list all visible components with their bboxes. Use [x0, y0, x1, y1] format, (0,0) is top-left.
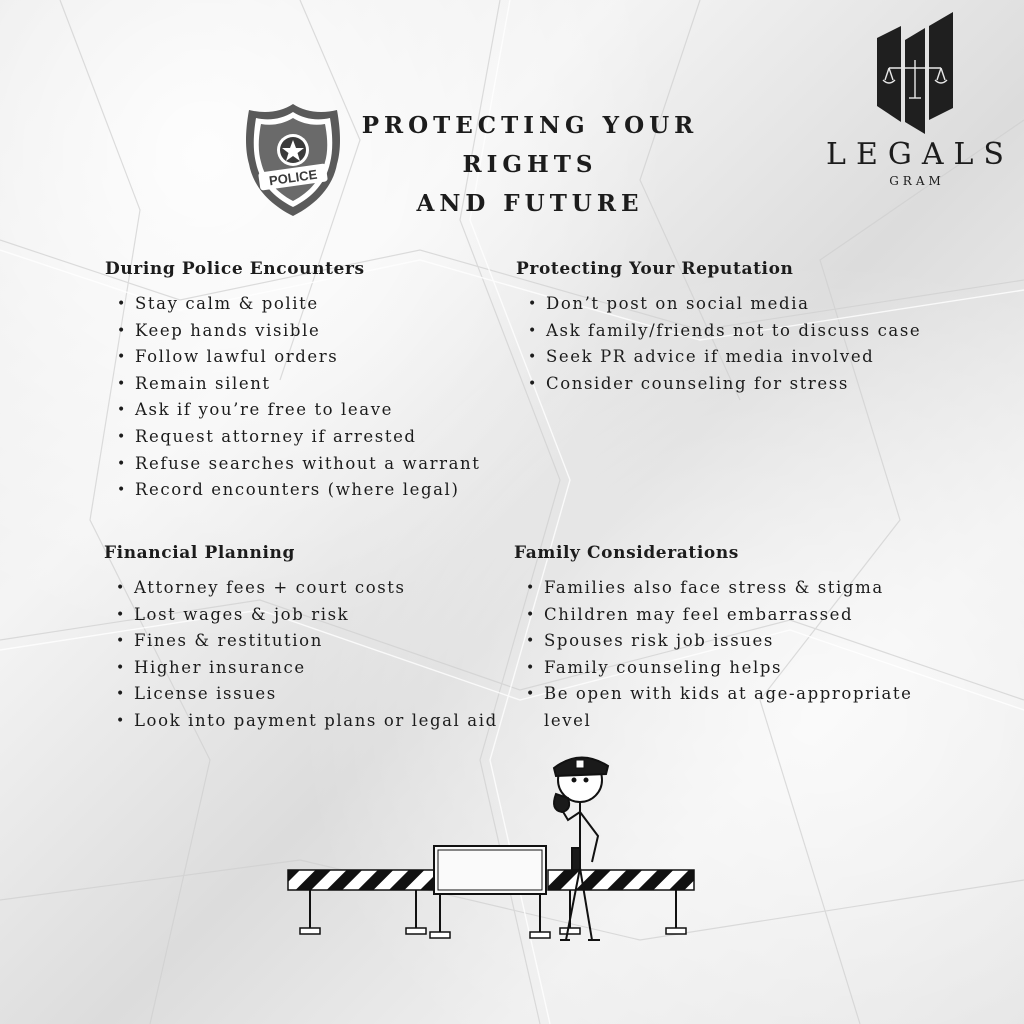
- list-item: • Spouses risk job issues: [514, 628, 914, 655]
- bullet-list: [105, 291, 481, 504]
- list-item: • Remain silent: [105, 371, 481, 398]
- list-item: • Stay calm & polite: [105, 291, 481, 318]
- list-item: • Keep hands visible: [105, 318, 481, 345]
- police-officer-barricade-illustration: [280, 750, 710, 950]
- list-item: • Ask if you’re free to leave: [105, 397, 481, 424]
- title-line-1: PROTECTING YOUR: [361, 112, 699, 139]
- list-item: • Higher insurance: [104, 655, 498, 682]
- list-item: • Lost wages & job risk: [104, 602, 498, 629]
- title-line-3: AND FUTURE: [416, 190, 644, 217]
- brand-name: LEGALS: [826, 137, 1014, 172]
- section-police-encounters: [105, 259, 481, 504]
- list-item: • Ask family/friends not to discuss case: [516, 318, 921, 345]
- list-item: • Request attorney if arrested: [105, 424, 481, 451]
- brand-subtitle: GRAM: [889, 174, 945, 188]
- list-item: • Families also face stress & stigma: [514, 575, 914, 602]
- title-line-2: RIGHTS: [462, 151, 598, 178]
- section-family-considerations: [514, 543, 914, 735]
- section-heading: Financial Planning: [104, 543, 295, 563]
- bullet-list: [514, 575, 914, 735]
- list-item: • Refuse searches without a warrant: [105, 451, 481, 478]
- section-heading: Family Considerations: [514, 543, 739, 563]
- list-item: • Attorney fees + court costs: [104, 575, 498, 602]
- police-badge-icon: [243, 102, 343, 218]
- list-item: • License issues: [104, 681, 498, 708]
- list-item: • Don’t post on social media: [516, 291, 921, 318]
- section-protecting-reputation: [516, 259, 921, 397]
- list-item: • Be open with kids at age-appropriate level: [514, 681, 914, 734]
- list-item: • Follow lawful orders: [105, 344, 481, 371]
- page-title: [340, 106, 720, 223]
- list-item: • Record encounters (where legal): [105, 477, 481, 504]
- bullet-list: [516, 291, 921, 397]
- badge-text: POLICE: [268, 166, 319, 189]
- section-financial-planning: [104, 543, 498, 735]
- list-item: • Fines & restitution: [104, 628, 498, 655]
- bullet-list: [104, 575, 498, 735]
- list-item: • Look into payment plans or legal aid: [104, 708, 498, 735]
- brand-logo: [815, 10, 1015, 200]
- section-heading: During Police Encounters: [105, 259, 365, 279]
- list-item: • Family counseling helps: [514, 655, 914, 682]
- list-item: • Consider counseling for stress: [516, 371, 921, 398]
- list-item: • Children may feel embarrassed: [514, 602, 914, 629]
- list-item: • Seek PR advice if media involved: [516, 344, 921, 371]
- scales-of-justice-icon: [875, 10, 955, 135]
- section-heading: Protecting Your Reputation: [516, 259, 794, 279]
